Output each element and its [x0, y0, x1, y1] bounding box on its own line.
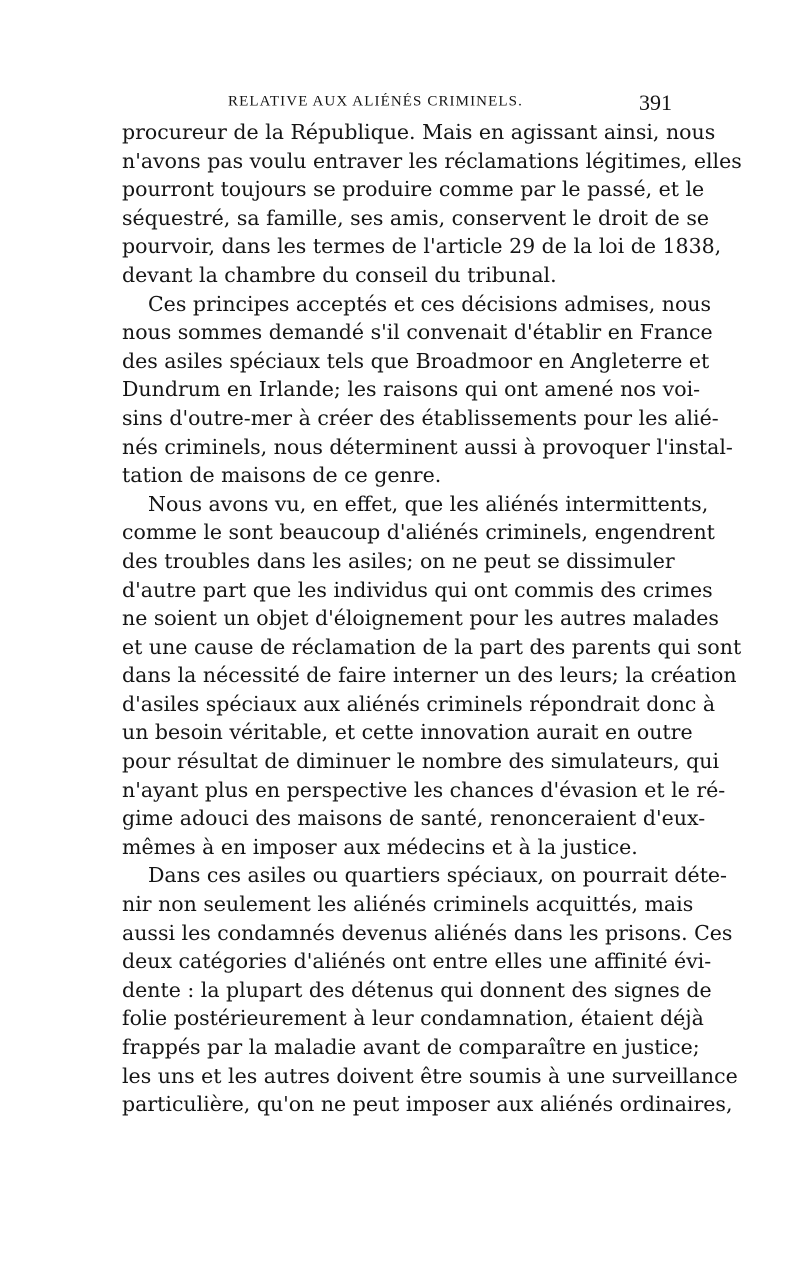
- text-line: et une cause de réclamation de la part des parents qui sont: [122, 634, 742, 659]
- text-line: les uns et les autres doivent être soumis à une surveillance: [122, 1063, 738, 1088]
- text-line: des troubles dans les asiles; on ne peut se dissimuler: [122, 548, 675, 573]
- paragraph: [122, 118, 742, 290]
- text-line: pour résultat de diminuer le nombre des simulateurs, qui: [122, 749, 720, 774]
- text-line: procureur de la République. Mais en agissant ainsi, nous: [122, 120, 716, 144]
- text-line: tation de maisons de ce genre.: [122, 463, 442, 488]
- text-line: d'asiles spéciaux aux aliénés criminels répondrait donc à: [122, 691, 716, 716]
- text-line: nés criminels, nous déterminent aussi à provoquer l'instal-: [122, 434, 733, 459]
- text-line: Dans ces asiles ou quartiers spéciaux, on pourrait déte-: [148, 863, 727, 888]
- text-line: pourvoir, dans les termes de l'article 29 de la loi de 1838,: [122, 234, 722, 259]
- page-number: 391: [639, 90, 672, 115]
- text-line: gime adouci des maisons de santé, renonceraient d'eux-: [122, 806, 706, 831]
- text-line: nir non seulement les aliénés criminels acquittés, mais: [122, 892, 694, 917]
- text-line: aussi les condamnés devenus aliénés dans les prisons. Ces: [122, 920, 733, 945]
- text-line: séquestré, sa famille, ses amis, conservent le droit de se: [122, 205, 709, 230]
- text-line: sins d'outre-mer à créer des établissements pour les alié-: [122, 405, 719, 430]
- text-line: Nous avons vu, en effet, que les aliénés intermittents,: [148, 491, 709, 516]
- text-line: n'avons pas voulu entraver les réclamations légitimes, elles: [122, 148, 742, 173]
- body-text: [122, 118, 742, 1119]
- paragraph: [122, 861, 738, 1118]
- text-line: Dundrum en Irlande; les raisons qui ont amené nos voi-: [122, 377, 701, 402]
- paragraph: [122, 290, 733, 490]
- text-line: mêmes à en imposer aux médecins et à la justice.: [122, 834, 638, 859]
- text-line: des asiles spéciaux tels que Broadmoor en Angleterre et: [122, 348, 710, 373]
- text-line: pourront toujours se produire comme par le passé, et le: [122, 177, 705, 202]
- text-line: dente : la plupart des détenus qui donnent des signes de: [122, 977, 712, 1002]
- text-line: comme le sont beaucoup d'aliénés criminels, engendrent: [122, 520, 715, 545]
- text-line: un besoin véritable, et cette innovation aurait en outre: [122, 720, 693, 745]
- text-line: deux catégories d'aliénés ont entre elles une affinité évi-: [122, 949, 712, 974]
- text-line: dans la nécessité de faire interner un des leurs; la création: [122, 663, 737, 688]
- text-line: nous sommes demandé s'il convenait d'établir en France: [122, 320, 713, 345]
- text-line: frappés par la maladie avant de comparaître en justice;: [122, 1035, 700, 1059]
- text-line: d'autre part que les individus qui ont commis des crimes: [122, 577, 713, 602]
- text-line: n'ayant plus en perspective les chances d'évasion et le ré-: [122, 777, 726, 802]
- running-title: RELATIVE AUX ALIÉNÉS CRIMINELS.: [228, 94, 523, 110]
- paragraph: [122, 490, 742, 862]
- text-line: Ces principes acceptés et ces décisions admises, nous: [148, 291, 712, 316]
- text-line: particulière, qu'on ne peut imposer aux aliénés ordinaires,: [122, 1092, 733, 1117]
- text-line: devant la chambre du conseil du tribunal.: [122, 262, 557, 287]
- text-line: ne soient un objet d'éloignement pour les autres malades: [122, 606, 719, 631]
- running-head: [228, 90, 672, 118]
- text-line: folie postérieurement à leur condamnation, étaient déjà: [122, 1006, 704, 1031]
